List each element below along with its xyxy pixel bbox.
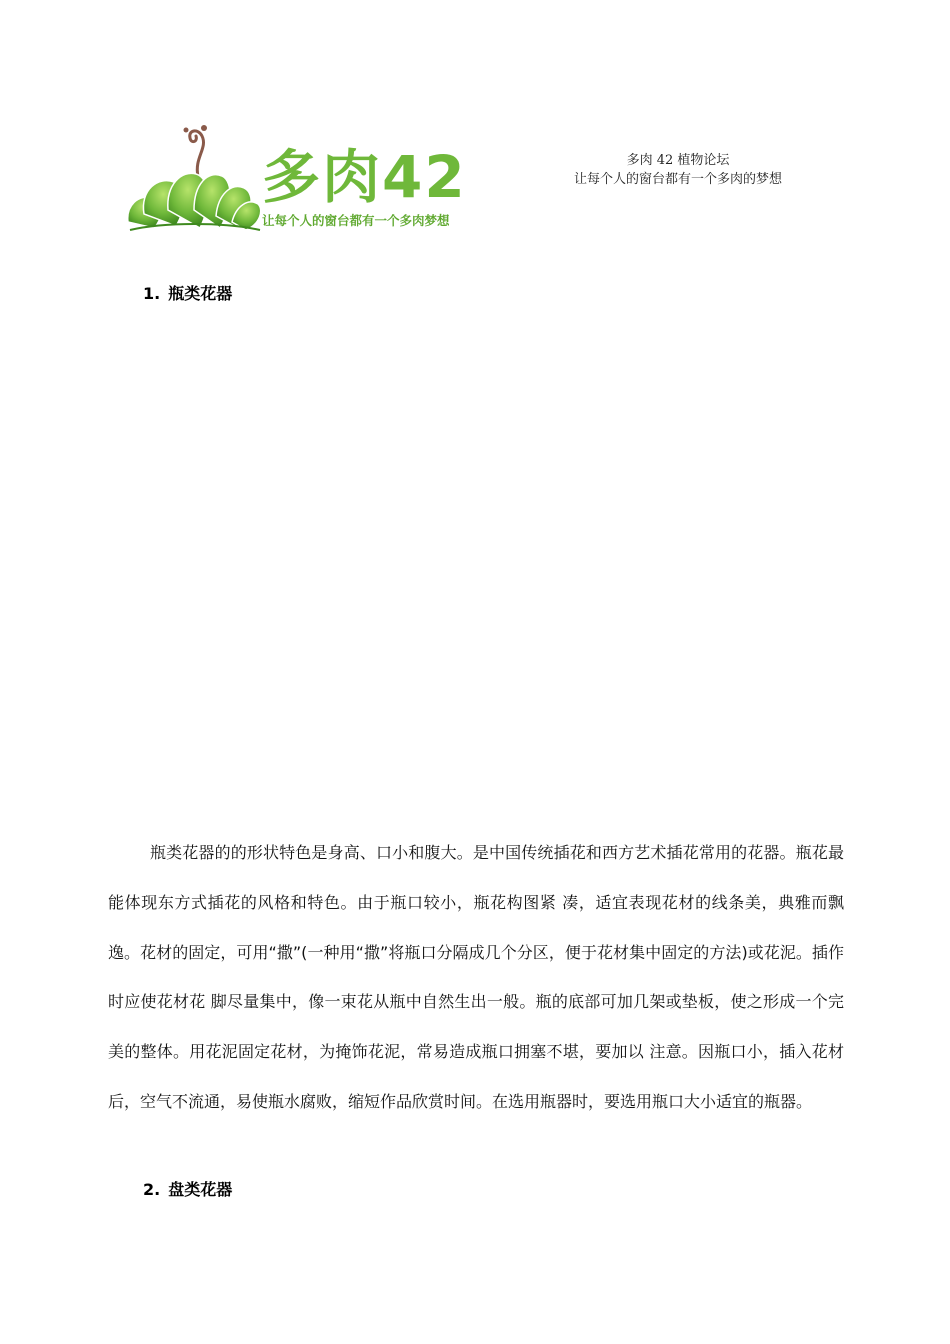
section-title: 盘类花器 (168, 1180, 233, 1199)
site-logo (124, 118, 484, 236)
section-title: 瓶类花器 (168, 284, 233, 303)
section-number: 1. (143, 284, 161, 303)
site-name: 多肉 42 植物论坛 (626, 153, 730, 168)
site-tagline: 让每个人的窗台都有一个多肉的梦想 (573, 172, 782, 187)
section-number: 2. (143, 1180, 161, 1199)
logo-wordmark: 多肉42 (262, 143, 467, 211)
section-heading-1 (143, 284, 232, 304)
section-1-paragraph: 瓶类花器的的形状特色是身高、口小和腹大。是中国传统插花和西方艺术插花常用的花器。瓶花最能体现东方式插花的风格和特色。由于瓶口较小，瓶花构图紧 凑，适宜表现花材的线条美，典雅而飘逸。花材的固定，可用“撒”(一种用“撒”将瓶口分隔成几个分区，便于花材集中固定的方法)或花泥。插作时应使花材花 脚尽量集中，像一束花从瓶中自然生出一般。瓶的底部可加几架或垫板，使之形成一个完美的整体。用花泥固定花材，为掩饰花泥，常易造成瓶口拥塞不堪，要加以 注意。因瓶口小，插入花材后，空气不流通，易使瓶水腐败，缩短作品欣赏时间。在选用瓶器时，要选用瓶口大小适宜的瓶器。 (108, 843, 844, 1111)
logo-slogan: 让每个人的窗台都有一个多肉梦想 (262, 213, 450, 228)
page-header-info (540, 151, 816, 189)
section-heading-2 (143, 1180, 232, 1200)
